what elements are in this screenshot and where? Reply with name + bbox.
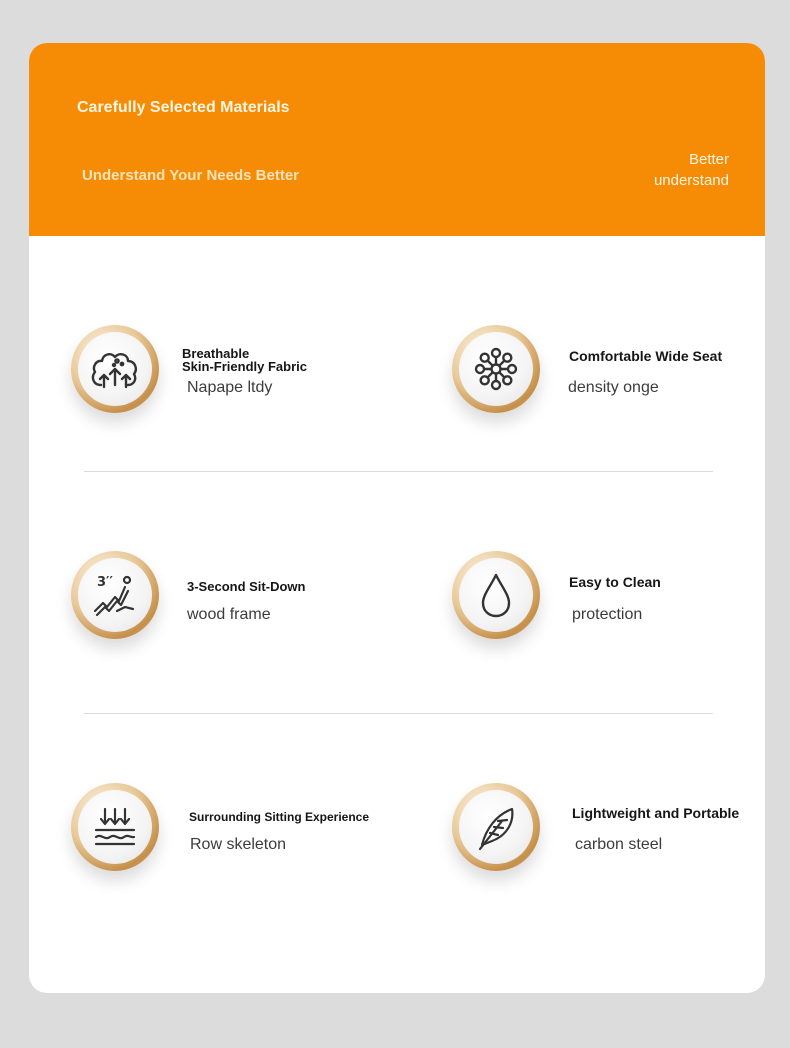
feature-desc-wide-seat: density onge [568,379,659,396]
row-divider [84,713,713,714]
feature-icon-badge [452,325,540,413]
svg-text:3′′: 3′′ [97,575,113,590]
banner-title: Carefully Selected Materials [77,99,290,116]
pressure-layers-icon [87,799,143,855]
feature-title-line-1: Breathable [182,346,250,361]
banner-right-text [589,149,729,191]
feature-icon-badge [452,551,540,639]
banner-right-line-2: understand [653,172,729,189]
row-divider [84,471,713,472]
banner-right-line-1: Better [688,151,729,168]
feature-icon-badge [71,551,159,639]
feature-title-sit-down: 3-Second Sit-Down [187,579,306,594]
feature-icon-badge [71,783,159,871]
recline-3-seconds-icon [87,567,143,623]
feature-desc-easy-clean: protection [572,606,643,623]
flower-molecule-icon [468,341,524,397]
feature-desc-breathable: Napape ltdy [187,379,273,396]
banner-subtitle: Understand Your Needs Better [82,167,299,184]
trees-icon [87,341,143,397]
feather-icon [468,799,524,855]
feature-icon-badge [71,325,159,413]
feature-title-line-2: Skin-Friendly Fabric [182,359,307,374]
feature-card [29,43,765,993]
feature-icon-badge [452,783,540,871]
header-banner [29,43,765,236]
feature-title-breathable [182,347,307,373]
feature-desc-lightweight: carbon steel [575,836,663,853]
water-drop-icon [468,567,524,623]
feature-desc-surrounding: Row skeleton [190,836,287,853]
feature-desc-sit-down: wood frame [187,606,271,623]
feature-title-surrounding: Surrounding Sitting Experience [189,810,370,824]
feature-title-lightweight: Lightweight and Portable [572,805,740,821]
feature-title-wide-seat: Comfortable Wide Seat [569,348,723,364]
feature-title-easy-clean: Easy to Clean [569,574,661,590]
